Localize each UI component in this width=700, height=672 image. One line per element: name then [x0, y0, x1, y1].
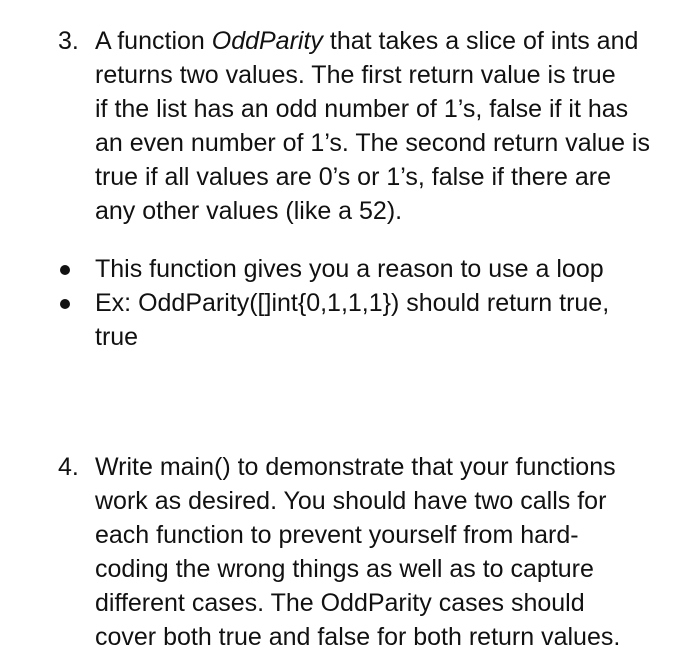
bullet-icon	[60, 265, 70, 275]
item-number: 3.	[58, 27, 79, 55]
text-line: This function gives you a reason to use a loop	[95, 255, 604, 283]
text-line: A function OddParity that takes a slice of ints and	[95, 27, 639, 55]
item-3-text	[95, 24, 683, 228]
list-item	[58, 286, 683, 354]
text-line: Ex: OddParity([]int{0,1,1,1}) should return true,	[95, 289, 610, 317]
text-line: coding the wrong things as well as to capture	[95, 555, 594, 583]
item-number: 4.	[58, 453, 79, 481]
text-line: if the list has an odd number of 1’s, false if it has	[95, 95, 629, 123]
text-line: different cases. The OddParity cases should	[95, 589, 585, 617]
bullet-icon	[60, 299, 70, 309]
list-item	[58, 252, 683, 286]
item-4-text	[95, 450, 683, 654]
text-line: returns two values. The first return value is true	[95, 61, 616, 89]
text-line: true	[95, 323, 139, 351]
item-4	[58, 450, 683, 654]
text-line: Write main() to demonstrate that your functions	[95, 453, 616, 481]
text-line: true if all values are 0’s or 1’s, false if there are	[95, 163, 612, 191]
item-3	[58, 24, 683, 228]
function-name-emphasis: OddParity	[211, 27, 323, 55]
bullet-list	[58, 252, 683, 354]
text-line: an even number of 1’s. The second return value is	[95, 129, 650, 157]
text-line: each function to prevent yourself from hard-	[95, 521, 579, 549]
text-line: work as desired. You should have two calls for	[95, 487, 607, 515]
text-line: cover both true and false for both return values.	[95, 623, 621, 651]
text-line: any other values (like a 52).	[95, 197, 403, 225]
